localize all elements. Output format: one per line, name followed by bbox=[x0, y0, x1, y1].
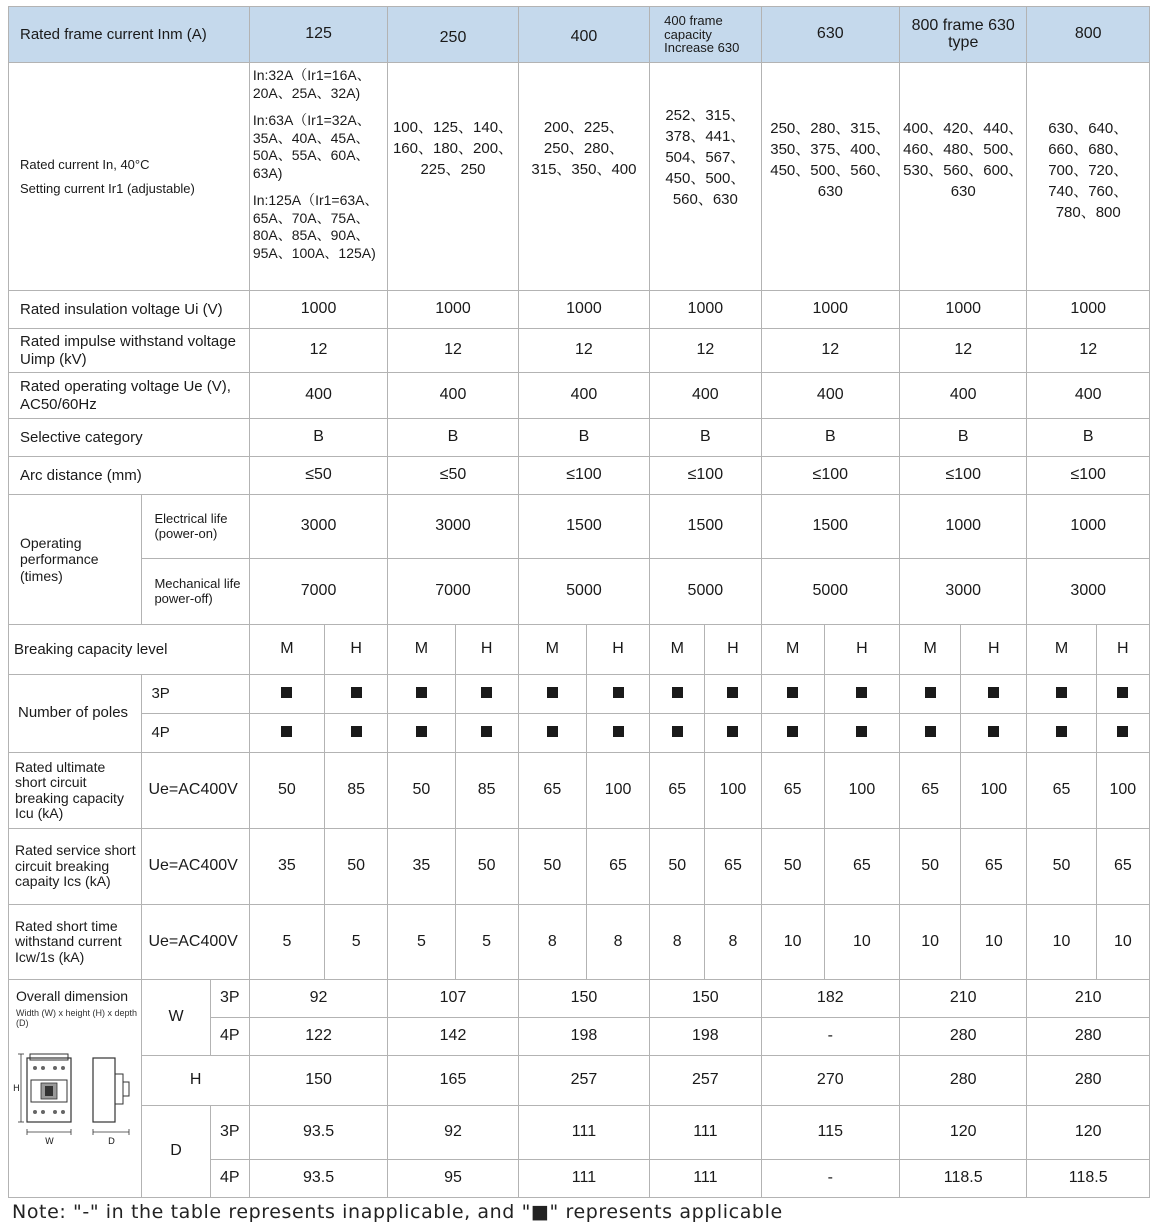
electrical-life-value: 1500 bbox=[761, 495, 899, 559]
dimension-w4-value: 122 bbox=[249, 1018, 387, 1056]
icw-ue: Ue=AC400V bbox=[142, 905, 249, 980]
breaking-level-value: M bbox=[518, 625, 586, 675]
breaking-level-label: Breaking capacity level bbox=[9, 625, 250, 675]
operating-voltage-value: 400 bbox=[761, 373, 899, 419]
arc-value: ≤100 bbox=[900, 457, 1027, 495]
applicable-mark bbox=[325, 714, 388, 753]
insulation-value: 1000 bbox=[650, 291, 761, 329]
applicable-mark bbox=[1027, 714, 1096, 753]
dimension-h-label: H bbox=[142, 1056, 249, 1106]
breaking-level-value: M bbox=[388, 625, 455, 675]
breaking-level-value: H bbox=[1096, 625, 1149, 675]
dimension-w3-value: 92 bbox=[249, 980, 387, 1018]
icw-value: 5 bbox=[388, 905, 455, 980]
electrical-life-value: 1500 bbox=[518, 495, 649, 559]
rated-current-125 bbox=[249, 63, 387, 291]
applicable-mark bbox=[455, 714, 518, 753]
ics-value: 50 bbox=[1027, 829, 1096, 905]
breaking-level-value: M bbox=[1027, 625, 1096, 675]
applicable-mark bbox=[705, 714, 761, 753]
header-row bbox=[9, 7, 1150, 63]
selective-value: B bbox=[1027, 419, 1150, 457]
insulation-value: 1000 bbox=[761, 291, 899, 329]
dimension-d4-label: 4P bbox=[210, 1160, 249, 1198]
icw-value: 10 bbox=[900, 905, 961, 980]
spec-table bbox=[8, 6, 1150, 1198]
impulse-row bbox=[9, 329, 1150, 373]
ics-value: 65 bbox=[824, 829, 899, 905]
breaking-level-value: H bbox=[961, 625, 1027, 675]
poles-label: Number of poles bbox=[9, 675, 142, 753]
electrical-life-row bbox=[9, 495, 1150, 559]
impulse-value: 12 bbox=[249, 329, 387, 373]
icw-row bbox=[9, 905, 1150, 980]
arc-value: ≤100 bbox=[518, 457, 649, 495]
mechanical-life-value: 5000 bbox=[761, 559, 899, 625]
operating-voltage-row bbox=[9, 373, 1150, 419]
breaking-level-value: H bbox=[824, 625, 899, 675]
dimension-d4-value: 118.5 bbox=[900, 1160, 1027, 1198]
dimension-d3-value: 111 bbox=[518, 1106, 649, 1160]
icu-value: 50 bbox=[388, 753, 455, 829]
dimension-d4-value: - bbox=[761, 1160, 899, 1198]
ics-value: 35 bbox=[388, 829, 455, 905]
dimension-d4-value: 95 bbox=[388, 1160, 518, 1198]
rated-current-400-increase: 252、315、378、441、504、567、450、500、560、630 bbox=[650, 63, 761, 291]
dimension-d3-value: 115 bbox=[761, 1106, 899, 1160]
dimension-h-value: 165 bbox=[388, 1056, 518, 1106]
mechanical-life-value: 3000 bbox=[900, 559, 1027, 625]
icu-label: Rated ultimate short circuit breaking capacity Icu (kA) bbox=[9, 753, 142, 829]
breaking-level-value: M bbox=[650, 625, 705, 675]
icu-value: 100 bbox=[705, 753, 761, 829]
icu-value: 100 bbox=[961, 753, 1027, 829]
ics-value: 50 bbox=[455, 829, 518, 905]
applicable-mark bbox=[761, 714, 824, 753]
applicable-mark bbox=[824, 675, 899, 714]
dimension-d4-value: 111 bbox=[518, 1160, 649, 1198]
breaking-level-value: H bbox=[586, 625, 649, 675]
ics-value: 50 bbox=[650, 829, 705, 905]
icw-value: 5 bbox=[249, 905, 324, 980]
rated-current-630: 250、280、315、350、375、400、450、500、560、630 bbox=[761, 63, 899, 291]
dimension-h-row bbox=[9, 1056, 1150, 1106]
arc-value: ≤100 bbox=[650, 457, 761, 495]
dimension-w3-value: 107 bbox=[388, 980, 518, 1018]
poles-3p-row bbox=[9, 675, 1150, 714]
mechanical-life-value: 5000 bbox=[518, 559, 649, 625]
icu-value: 65 bbox=[1027, 753, 1096, 829]
icu-value: 65 bbox=[650, 753, 705, 829]
dimension-w4-value: 142 bbox=[388, 1018, 518, 1056]
electrical-life-value: 1500 bbox=[650, 495, 761, 559]
dimension-w3-value: 210 bbox=[900, 980, 1027, 1018]
breaking-level-value: M bbox=[761, 625, 824, 675]
electrical-life-label: Electrical life (power-on) bbox=[142, 495, 249, 559]
applicable-mark bbox=[586, 714, 649, 753]
icw-value: 8 bbox=[518, 905, 586, 980]
mechanical-life-label: Mechanical life power-off) bbox=[142, 559, 249, 625]
applicable-mark bbox=[961, 714, 1027, 753]
rated-current-800: 630、640、660、680、700、720、740、760、780、800 bbox=[1027, 63, 1150, 291]
breaking-level-value: H bbox=[455, 625, 518, 675]
mechanical-life-value: 7000 bbox=[249, 559, 387, 625]
selective-label: Selective category bbox=[9, 419, 250, 457]
icu-value: 85 bbox=[455, 753, 518, 829]
icw-value: 10 bbox=[824, 905, 899, 980]
header-frame-250: 250 bbox=[388, 7, 518, 63]
dimension-h-value: 150 bbox=[249, 1056, 387, 1106]
ics-value: 50 bbox=[900, 829, 961, 905]
ics-value: 50 bbox=[518, 829, 586, 905]
dimension-h-value: 280 bbox=[1027, 1056, 1150, 1106]
electrical-life-value: 3000 bbox=[249, 495, 387, 559]
dimension-d3-label: 3P bbox=[210, 1106, 249, 1160]
insulation-value: 1000 bbox=[900, 291, 1027, 329]
electrical-life-value: 3000 bbox=[388, 495, 518, 559]
dimension-d3-value: 111 bbox=[650, 1106, 761, 1160]
impulse-value: 12 bbox=[518, 329, 649, 373]
dimension-w-label: W bbox=[142, 980, 210, 1056]
selective-value: B bbox=[761, 419, 899, 457]
icw-label: Rated short time withstand current Icw/1s (kA) bbox=[9, 905, 142, 980]
applicable-mark bbox=[249, 675, 324, 714]
selective-value: B bbox=[388, 419, 518, 457]
insulation-label: Rated insulation voltage Ui (V) bbox=[9, 291, 250, 329]
figure-h-label: H bbox=[13, 1084, 20, 1094]
impulse-value: 12 bbox=[900, 329, 1027, 373]
selective-value: B bbox=[518, 419, 649, 457]
operating-voltage-value: 400 bbox=[1027, 373, 1150, 419]
insulation-value: 1000 bbox=[388, 291, 518, 329]
dimension-d3-value: 120 bbox=[1027, 1106, 1150, 1160]
selective-value: B bbox=[650, 419, 761, 457]
poles-3p-label: 3P bbox=[142, 675, 249, 714]
arc-value: ≤100 bbox=[761, 457, 899, 495]
rated-current-125-in125: In:125A（Ir1=63A、65A、70A、75A、80A、85A、90A、95A、100A、125A) bbox=[252, 192, 379, 261]
dimension-w4-value: 198 bbox=[650, 1018, 761, 1056]
dimension-label-wrap bbox=[9, 980, 141, 1197]
applicable-mark bbox=[388, 714, 455, 753]
insulation-value: 1000 bbox=[249, 291, 387, 329]
breaking-level-value: M bbox=[249, 625, 324, 675]
applicable-mark bbox=[961, 675, 1027, 714]
dimension-d3-row bbox=[9, 1106, 1150, 1160]
ics-value: 65 bbox=[705, 829, 761, 905]
rated-current-label-line1: Rated current In, 40°C bbox=[20, 157, 150, 173]
dimension-w4-value: 198 bbox=[518, 1018, 649, 1056]
icu-value: 100 bbox=[824, 753, 899, 829]
impulse-value: 12 bbox=[650, 329, 761, 373]
dimension-sub: Width (W) x height (H) x depth (D) bbox=[16, 1008, 138, 1029]
footnote: Note: "-" in the table represents inapplicable, and "■" represents applicable bbox=[12, 1201, 783, 1223]
applicable-mark bbox=[824, 714, 899, 753]
rated-current-125-in32: In:32A（Ir1=16A、20A、25A、32A) bbox=[252, 67, 371, 101]
breaking-level-row bbox=[9, 625, 1150, 675]
icw-value: 10 bbox=[961, 905, 1027, 980]
ics-label: Rated service short circuit breaking capaity Ics (kA) bbox=[9, 829, 142, 905]
dimension-d4-value: 118.5 bbox=[1027, 1160, 1150, 1198]
operating-performance-label: Operating performance (times) bbox=[9, 495, 142, 625]
selective-value: B bbox=[900, 419, 1027, 457]
rated-current-label-line2: Setting current Ir1 (adjustable) bbox=[20, 180, 195, 196]
applicable-mark bbox=[518, 675, 586, 714]
icw-value: 8 bbox=[705, 905, 761, 980]
arc-value: ≤50 bbox=[249, 457, 387, 495]
header-frame-630: 630 bbox=[761, 7, 899, 63]
operating-voltage-value: 400 bbox=[388, 373, 518, 419]
dimension-d4-value: 111 bbox=[650, 1160, 761, 1198]
arc-label: Arc distance (mm) bbox=[9, 457, 250, 495]
rated-current-800-630: 400、420、440、460、480、500、530、560、600、630 bbox=[900, 63, 1027, 291]
breaker-dimension-drawing bbox=[11, 1040, 139, 1150]
ics-value: 50 bbox=[761, 829, 824, 905]
icu-value: 65 bbox=[518, 753, 586, 829]
icw-value: 10 bbox=[761, 905, 824, 980]
dimension-d3-value: 93.5 bbox=[249, 1106, 387, 1160]
operating-voltage-value: 400 bbox=[650, 373, 761, 419]
electrical-life-value: 1000 bbox=[1027, 495, 1150, 559]
poles-4p-row bbox=[9, 714, 1150, 753]
dimension-w3-value: 150 bbox=[518, 980, 649, 1018]
dimension-w4-value: - bbox=[761, 1018, 899, 1056]
header-frame-400: 400 bbox=[518, 7, 649, 63]
icu-row bbox=[9, 753, 1150, 829]
icu-value: 100 bbox=[586, 753, 649, 829]
applicable-mark bbox=[705, 675, 761, 714]
dimension-d-label: D bbox=[142, 1106, 210, 1198]
rated-current-400: 200、225、250、280、315、350、400 bbox=[518, 63, 649, 291]
header-frame-800: 800 bbox=[1027, 7, 1150, 63]
icw-value: 8 bbox=[586, 905, 649, 980]
icw-value: 10 bbox=[1027, 905, 1096, 980]
applicable-mark bbox=[455, 675, 518, 714]
icw-value: 8 bbox=[650, 905, 705, 980]
icu-ue: Ue=AC400V bbox=[142, 753, 249, 829]
icu-value: 65 bbox=[900, 753, 961, 829]
dimension-h-value: 270 bbox=[761, 1056, 899, 1106]
impulse-value: 12 bbox=[761, 329, 899, 373]
applicable-mark bbox=[1096, 675, 1149, 714]
icw-value: 10 bbox=[1096, 905, 1149, 980]
applicable-mark bbox=[1027, 675, 1096, 714]
breaking-level-value: M bbox=[900, 625, 961, 675]
figure-d-label: D bbox=[108, 1137, 115, 1147]
poles-4p-label: 4P bbox=[142, 714, 249, 753]
impulse-label: Rated impulse withstand voltage Uimp (kV) bbox=[9, 329, 250, 373]
dimension-w4-value: 280 bbox=[1027, 1018, 1150, 1056]
ics-ue: Ue=AC400V bbox=[142, 829, 249, 905]
dimension-w3-row bbox=[9, 980, 1150, 1018]
operating-voltage-value: 400 bbox=[900, 373, 1027, 419]
dimension-d3-value: 120 bbox=[900, 1106, 1027, 1160]
arc-row bbox=[9, 457, 1150, 495]
rated-current-125-in63: In:63A（Ir1=32A、35A、40A、45A、50A、55A、60A、63A) bbox=[252, 112, 371, 181]
dimension-w4-label: 4P bbox=[210, 1018, 249, 1056]
applicable-mark bbox=[1096, 714, 1149, 753]
insulation-row bbox=[9, 291, 1150, 329]
header-label: Rated frame current Inm (A) bbox=[9, 7, 250, 63]
selective-value: B bbox=[249, 419, 387, 457]
dimension-h-value: 280 bbox=[900, 1056, 1027, 1106]
icu-value: 65 bbox=[761, 753, 824, 829]
icu-value: 100 bbox=[1096, 753, 1149, 829]
dimension-d4-value: 93.5 bbox=[249, 1160, 387, 1198]
electrical-life-value: 1000 bbox=[900, 495, 1027, 559]
applicable-mark bbox=[761, 675, 824, 714]
mechanical-life-row bbox=[9, 559, 1150, 625]
icu-value: 85 bbox=[325, 753, 388, 829]
rated-current-250: 100、125、140、160、180、200、225、250 bbox=[388, 63, 518, 291]
rated-current-row bbox=[9, 63, 1150, 291]
impulse-value: 12 bbox=[388, 329, 518, 373]
header-frame-400-increase: 400 frame capacity Increase 630 bbox=[650, 7, 761, 63]
applicable-mark bbox=[900, 675, 961, 714]
ics-value: 65 bbox=[961, 829, 1027, 905]
ics-value: 65 bbox=[586, 829, 649, 905]
dimension-label: Overall dimension bbox=[16, 988, 129, 1004]
breaking-level-value: H bbox=[705, 625, 761, 675]
icw-value: 5 bbox=[325, 905, 388, 980]
dimension-w3-label: 3P bbox=[210, 980, 249, 1018]
header-frame-800-630: 800 frame 630 type bbox=[900, 7, 1027, 63]
icu-value: 50 bbox=[249, 753, 324, 829]
mechanical-life-value: 3000 bbox=[1027, 559, 1150, 625]
applicable-mark bbox=[518, 714, 586, 753]
arc-value: ≤100 bbox=[1027, 457, 1150, 495]
dimension-label-cell bbox=[9, 980, 142, 1198]
selective-row bbox=[9, 419, 1150, 457]
insulation-value: 1000 bbox=[518, 291, 649, 329]
dimension-h-value: 257 bbox=[518, 1056, 649, 1106]
applicable-mark bbox=[586, 675, 649, 714]
figure-w-label: W bbox=[45, 1137, 54, 1147]
mechanical-life-value: 5000 bbox=[650, 559, 761, 625]
applicable-mark bbox=[650, 714, 705, 753]
impulse-value: 12 bbox=[1027, 329, 1150, 373]
header-frame-125: 125 bbox=[249, 7, 387, 63]
applicable-mark bbox=[900, 714, 961, 753]
ics-value: 35 bbox=[249, 829, 324, 905]
dimension-w3-value: 182 bbox=[761, 980, 899, 1018]
dimension-d3-value: 92 bbox=[388, 1106, 518, 1160]
dimension-w3-value: 150 bbox=[650, 980, 761, 1018]
applicable-mark bbox=[325, 675, 388, 714]
arc-value: ≤50 bbox=[388, 457, 518, 495]
dimension-w3-value: 210 bbox=[1027, 980, 1150, 1018]
applicable-mark bbox=[388, 675, 455, 714]
applicable-mark bbox=[650, 675, 705, 714]
rated-current-label bbox=[9, 63, 250, 291]
dimension-w4-value: 280 bbox=[900, 1018, 1027, 1056]
dimension-h-value: 257 bbox=[650, 1056, 761, 1106]
ics-row bbox=[9, 829, 1150, 905]
insulation-value: 1000 bbox=[1027, 291, 1150, 329]
operating-voltage-value: 400 bbox=[249, 373, 387, 419]
ics-value: 50 bbox=[325, 829, 388, 905]
operating-voltage-value: 400 bbox=[518, 373, 649, 419]
applicable-mark bbox=[249, 714, 324, 753]
mechanical-life-value: 7000 bbox=[388, 559, 518, 625]
breaking-level-value: H bbox=[325, 625, 388, 675]
ics-value: 65 bbox=[1096, 829, 1149, 905]
icw-value: 5 bbox=[455, 905, 518, 980]
operating-voltage-label: Rated operating voltage Ue (V), AC50/60Hz bbox=[9, 373, 250, 419]
